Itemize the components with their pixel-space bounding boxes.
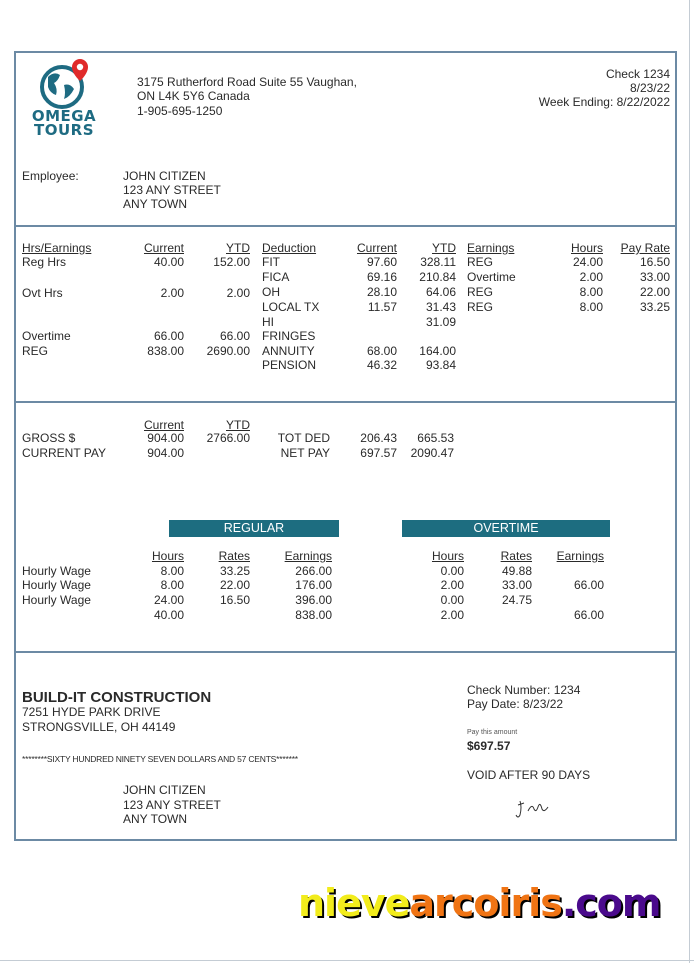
earnings-header: Earnings bbox=[467, 241, 515, 255]
hrs-row-label: Overtime bbox=[22, 329, 71, 343]
deduction-current: 46.32 bbox=[366, 358, 397, 372]
deduction-current: 97.60 bbox=[366, 255, 397, 269]
earnings-label: REG bbox=[467, 300, 494, 314]
deduction-label: FIT bbox=[262, 255, 280, 269]
deduction-label: OH bbox=[262, 285, 280, 299]
page-edge bbox=[689, 0, 690, 963]
hrs-row-ytd: 152.00 bbox=[213, 255, 250, 269]
deduction-ytd: 64.06 bbox=[425, 285, 456, 299]
earnings-hours: 24.00 bbox=[572, 255, 603, 269]
regular-row-label: Hourly Wage bbox=[22, 578, 91, 592]
employee-town: ANY TOWN bbox=[123, 197, 188, 211]
regular-row-label: Hourly Wage bbox=[22, 593, 91, 607]
overtime-earnings-header: Earnings bbox=[556, 549, 604, 563]
hrs-current-header: Current bbox=[143, 241, 184, 255]
watermark-logo bbox=[298, 880, 661, 926]
company-phone: 1-905-695-1250 bbox=[137, 104, 223, 118]
hrs-row-current: 2.00 bbox=[160, 286, 184, 300]
deduction-ytd: 31.09 bbox=[425, 315, 456, 329]
company-address-line2: ON L4K 5Y6 Canada bbox=[137, 89, 250, 103]
hrs-row-label: Ovt Hrs bbox=[22, 286, 63, 300]
deduction-label: ANNUITY bbox=[262, 344, 315, 358]
earnings-rate: 22.00 bbox=[639, 285, 670, 299]
regular-total-earnings: 838.00 bbox=[295, 608, 332, 622]
current-pay-label: CURRENT PAY bbox=[22, 446, 107, 460]
employee-name: JOHN CITIZEN bbox=[123, 169, 206, 183]
regular-hours-header: Hours bbox=[151, 549, 184, 563]
overtime-row-rate: 49.88 bbox=[501, 564, 532, 578]
net-pay-ytd: 2090.47 bbox=[410, 446, 454, 460]
deduction-header: Deduction bbox=[262, 241, 317, 255]
net-pay-label: NET PAY bbox=[280, 446, 330, 460]
company-address-line1: 3175 Rutherford Road Suite 55 Vaughan, bbox=[137, 75, 357, 89]
tot-ded-label: TOT DED bbox=[277, 431, 330, 445]
regular-total-hours: 40.00 bbox=[153, 608, 184, 622]
void-notice: VOID AFTER 90 DAYS bbox=[467, 768, 591, 782]
page-edge bbox=[0, 960, 694, 961]
deduction-ytd: 210.84 bbox=[419, 270, 456, 284]
gross-ytd: 2766.00 bbox=[206, 431, 250, 445]
deduction-ytd: 31.43 bbox=[425, 300, 456, 314]
deduction-current: 69.16 bbox=[366, 270, 397, 284]
earnings-hours: 8.00 bbox=[579, 300, 603, 314]
net-pay-current: 697.57 bbox=[360, 446, 397, 460]
earnings-label: Overtime bbox=[467, 270, 516, 284]
deduction-current: 11.57 bbox=[367, 300, 397, 314]
deduction-current: 68.00 bbox=[366, 344, 397, 358]
payer-city: STRONGSVILLE, OH 44149 bbox=[22, 720, 176, 734]
deduction-ytd: 328.11 bbox=[420, 255, 456, 269]
overtime-row-hours: 0.00 bbox=[440, 564, 464, 578]
hrs-row-current: 66.00 bbox=[153, 329, 184, 343]
earnings-hours-header: Hours bbox=[570, 241, 603, 255]
deduction-label: PENSION bbox=[262, 358, 317, 372]
hrs-row-label: REG bbox=[22, 344, 49, 358]
check-amount: $697.57 bbox=[467, 739, 511, 753]
company-logo bbox=[24, 57, 104, 137]
logo-text-tours: TOURS bbox=[33, 121, 95, 139]
watermark-part1: nieve bbox=[298, 881, 410, 925]
earnings-hours: 2.00 bbox=[579, 270, 603, 284]
hrs-row-ytd: 66.00 bbox=[219, 329, 250, 343]
pay-date: Pay Date: 8/23/22 bbox=[467, 697, 564, 711]
overtime-rates-header: Rates bbox=[500, 549, 532, 563]
gross-label: GROSS $ bbox=[22, 431, 76, 445]
regular-row-rate: 16.50 bbox=[219, 593, 250, 607]
earnings-rate: 16.50 bbox=[639, 255, 670, 269]
regular-row-rate: 33.25 bbox=[219, 564, 250, 578]
earnings-label: REG bbox=[467, 285, 494, 299]
regular-row-hours: 8.00 bbox=[160, 564, 184, 578]
hrs-row-current: 40.00 bbox=[153, 255, 184, 269]
deduction-current: 28.10 bbox=[366, 285, 397, 299]
pay-this-amount-label: Pay this amount bbox=[467, 729, 518, 736]
hrs-earnings-header: Hrs/Earnings bbox=[22, 241, 92, 255]
regular-band: REGULAR bbox=[169, 520, 339, 537]
deduction-ytd: 164.00 bbox=[419, 344, 456, 358]
employee-street: 123 ANY STREET bbox=[123, 183, 221, 197]
regular-earnings-header: Earnings bbox=[284, 549, 332, 563]
watermark-part3: .com bbox=[561, 881, 661, 925]
earnings-payrate-header: Pay Rate bbox=[620, 241, 670, 255]
hrs-row-ytd: 2690.00 bbox=[206, 344, 250, 358]
section-divider bbox=[16, 651, 675, 653]
overtime-row-earnings: 66.00 bbox=[573, 578, 604, 592]
overtime-total-earnings: 66.00 bbox=[573, 608, 604, 622]
deduction-current-header: Current bbox=[356, 241, 397, 255]
payer-name: BUILD-IT CONSTRUCTION bbox=[22, 689, 212, 706]
gross-current: 904.00 bbox=[147, 431, 184, 445]
payee-town: ANY TOWN bbox=[123, 812, 188, 826]
hrs-row-label: Reg Hrs bbox=[22, 255, 67, 269]
employee-label: Employee: bbox=[22, 169, 79, 183]
earnings-rate: 33.00 bbox=[639, 270, 670, 284]
section-divider bbox=[16, 401, 675, 403]
regular-row-earnings: 396.00 bbox=[295, 593, 332, 607]
amount-in-words: ********SIXTY HUNDRED NINETY SEVEN DOLLARS AND 57 CENTS******* bbox=[22, 754, 298, 764]
earnings-hours: 8.00 bbox=[579, 285, 603, 299]
tot-ded-ytd: 665.53 bbox=[417, 431, 454, 445]
earnings-label: REG bbox=[467, 255, 494, 269]
earnings-rate: 33.25 bbox=[639, 300, 670, 314]
hrs-row-ytd: 2.00 bbox=[226, 286, 250, 300]
overtime-total-hours: 2.00 bbox=[440, 608, 464, 622]
overtime-row-hours: 0.00 bbox=[440, 593, 464, 607]
overtime-row-rate: 33.00 bbox=[501, 578, 532, 592]
globe-pin-icon bbox=[24, 57, 104, 109]
payer-street: 7251 HYDE PARK DRIVE bbox=[22, 705, 161, 719]
check-number: Check Number: 1234 bbox=[467, 683, 581, 697]
week-ending: Week Ending: 8/22/2022 bbox=[538, 95, 670, 109]
check-date: 8/23/22 bbox=[629, 81, 670, 95]
regular-row-label: Hourly Wage bbox=[22, 564, 91, 578]
regular-row-hours: 24.00 bbox=[153, 593, 184, 607]
deduction-label: HI bbox=[262, 315, 274, 329]
deduction-label: LOCAL TX bbox=[262, 300, 320, 314]
overtime-row-hours: 2.00 bbox=[440, 578, 464, 592]
hrs-row-current: 838.00 bbox=[147, 344, 184, 358]
regular-row-hours: 8.00 bbox=[160, 578, 184, 592]
regular-row-earnings: 266.00 bbox=[295, 564, 332, 578]
overtime-band: OVERTIME bbox=[402, 520, 610, 537]
signature bbox=[514, 797, 554, 821]
watermark-part2: arcoiris bbox=[409, 881, 562, 925]
deduction-label: FRINGES bbox=[262, 329, 316, 343]
deduction-label: FICA bbox=[262, 270, 290, 284]
deduction-ytd-header: YTD bbox=[432, 241, 456, 255]
payee-name: JOHN CITIZEN bbox=[123, 783, 206, 797]
payee-street: 123 ANY STREET bbox=[123, 798, 221, 812]
regular-rates-header: Rates bbox=[218, 549, 250, 563]
check-label: Check 1234 bbox=[605, 67, 670, 81]
deduction-ytd: 93.84 bbox=[425, 358, 456, 372]
overtime-row-rate: 24.75 bbox=[501, 593, 532, 607]
totals-current-header: Current bbox=[143, 418, 184, 432]
regular-row-earnings: 176.00 bbox=[295, 578, 332, 592]
tot-ded-current: 206.43 bbox=[360, 431, 397, 445]
totals-ytd-header: YTD bbox=[226, 418, 250, 432]
current-pay: 904.00 bbox=[147, 446, 184, 460]
regular-row-rate: 22.00 bbox=[219, 578, 250, 592]
hrs-ytd-header: YTD bbox=[226, 241, 250, 255]
overtime-hours-header: Hours bbox=[431, 549, 464, 563]
logo-text-omega: OMEGA bbox=[31, 107, 97, 125]
pay-stub-document bbox=[14, 51, 677, 841]
section-divider bbox=[16, 225, 675, 227]
